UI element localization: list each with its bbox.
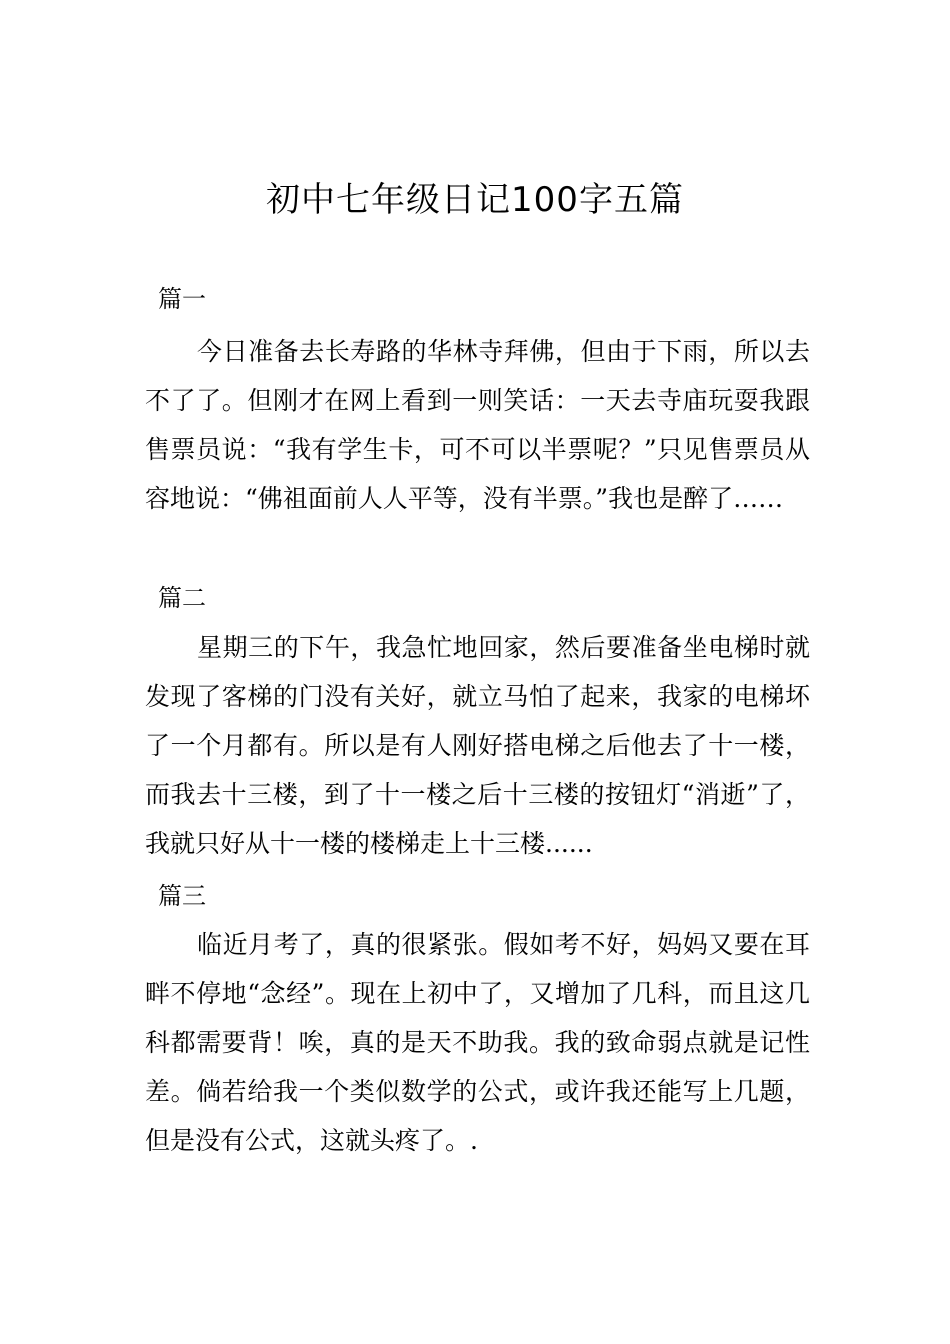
- section-body-1: [145, 327, 810, 523]
- section-heading-3: 篇三: [158, 882, 206, 910]
- section-body-3: [145, 920, 810, 1165]
- section-heading-1: 篇一: [158, 285, 206, 313]
- section-paragraph-3: 临近月考了，真的很紧张。假如考不好，妈妈又要在耳畔不停地“念经”。现在上初中了，又增加了几科，而且这几科都需要背！唉，真的是天不助我。我的致命弱点就是记性差。倘若给我一个类似数学的公式，或许我还能写上几题，但是没有公式，这就头疼了。.: [145, 930, 810, 1155]
- section-heading-2: 篇二: [158, 584, 206, 612]
- section-paragraph-1: 今日准备去长寿路的华林寺拜佛，但由于下雨，所以去不了了。但刚才在网上看到一则笑话：一天去寺庙玩耍我跟售票员说：“我有学生卡，可不可以半票呢？”只见售票员从容地说：“佛祖面前人人平等，没有半票。”我也是醉了……: [145, 337, 810, 513]
- section-paragraph-2: 星期三的下午，我急忙地回家，然后要准备坐电梯时就发现了客梯的门没有关好，就立马怕了起来，我家的电梯坏了一个月都有。所以是有人刚好搭电梯之后他去了十一楼，而我去十三楼，到了十一楼之后十三楼的按钮灯“消逝”了，我就只好从十一楼的楼梯走上十三楼......: [145, 633, 810, 858]
- section-body-2: [145, 623, 810, 868]
- document-title: 初中七年级日记100字五篇: [266, 180, 684, 220]
